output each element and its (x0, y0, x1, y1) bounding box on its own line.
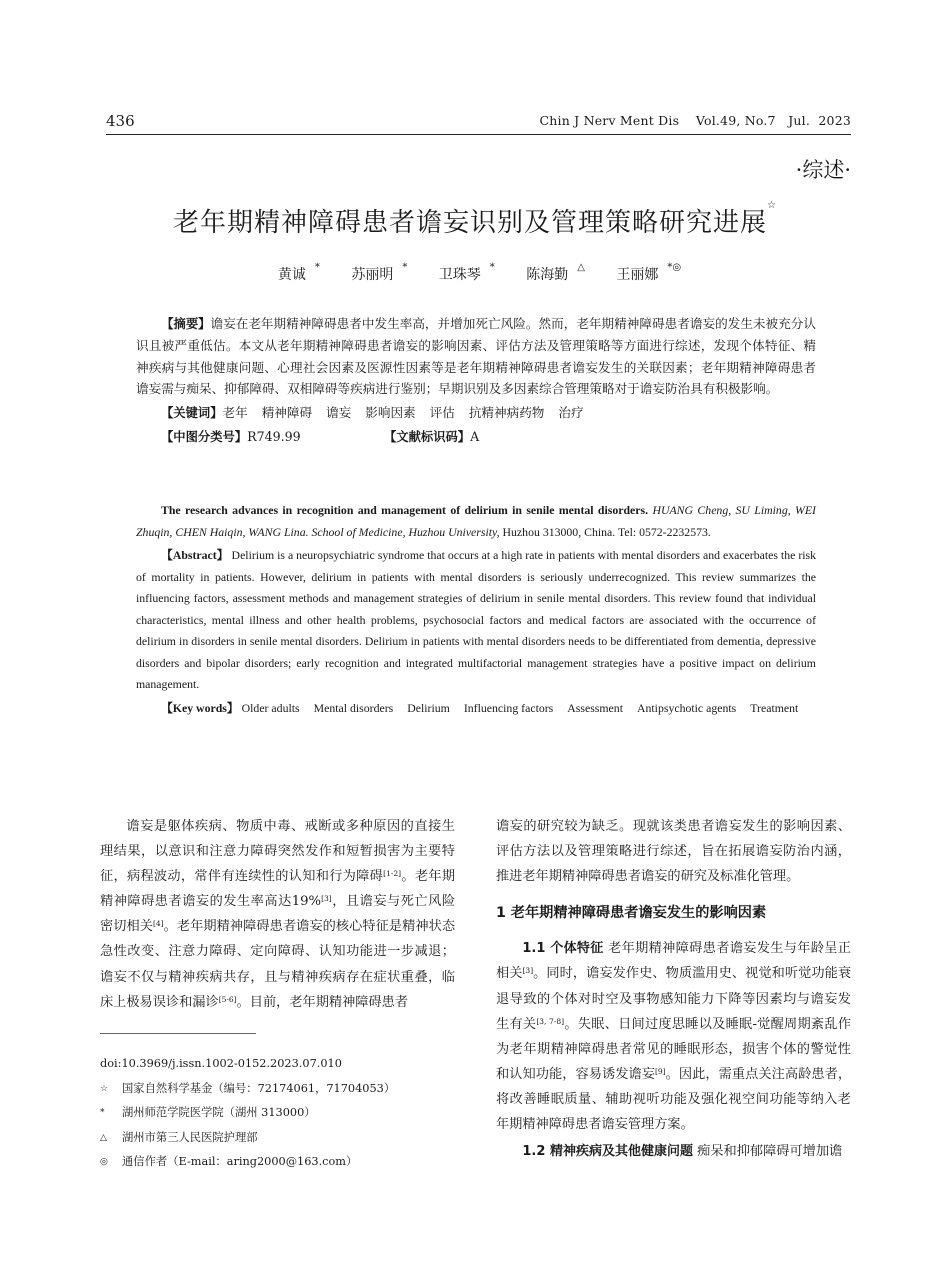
keyword: Delirium (407, 700, 450, 715)
keyword: 评估 (429, 404, 455, 420)
subsection-heading: 1.1 个体特征 (522, 941, 604, 957)
footnotes (100, 1052, 460, 1175)
english-abstract-label: 【Abstract】 (161, 548, 229, 562)
keyword: Assessment (567, 700, 623, 715)
keyword: 治疗 (558, 404, 584, 420)
keyword: Mental disorders (313, 700, 394, 715)
keyword: Older adults (241, 700, 300, 715)
article-title (0, 202, 950, 239)
keyword: 抗精神病药物 (468, 404, 545, 420)
english-affiliation: School of Medicine, Huzhou University, (311, 524, 500, 539)
keyword: 精神障碍 (261, 404, 313, 420)
chinese-abstract (136, 313, 816, 448)
intro-paragraph: 谵妄是躯体疾病、物质中毒、戒断或多种原因的直接生理结果，以意识和注意力障碍突然发作和短暂损害为主要特征，病程波动，常伴有连续性的认知和行为障碍[1-2]。老年期精神障碍患者谵妄的发生率高达19%[3]，且谵妄与死亡风险密切相关[4]。老年期精神障碍患者谵妄的核心特征是精神状态急性改变、注意力障碍、定向障碍、认知功能进一步减退；谵妄不仅与精神疾病共存，且与精神疾病存在症状重叠，临床上极易误诊和漏诊[5-6]。目前，老年期精神障碍患者 (100, 819, 456, 1010)
english-authors: HUANG Cheng, SU Liming, WEI Zhuqin, CHEN Haiqin, WANG Lina. (136, 503, 816, 539)
body-left-column (100, 814, 455, 1015)
english-title-line (136, 500, 816, 543)
affiliation-footnote: * 湖州师范学院医学院（湖州 313000） (100, 1106, 316, 1120)
citation[interactable]: [5-6] (218, 994, 237, 1004)
author: 卫珠琴 * (438, 262, 495, 283)
keyword: Influencing factors (463, 700, 554, 715)
doi-footnote: doi:10.3969/j.issn.1002-0152.2023.07.010 (100, 1057, 342, 1070)
citation[interactable]: [3] (522, 966, 534, 976)
footnote-rule (100, 1033, 256, 1034)
keywords-label: 【关键词】 (161, 405, 223, 420)
title-fund-mark: ☆ (767, 200, 777, 211)
subsection-heading: 1.2 精神疾病及其他健康问题 (522, 1144, 693, 1160)
english-keywords-label: 【Key words】 (161, 700, 239, 715)
english-abstract-paragraph (136, 545, 816, 696)
english-title: The research advances in recognition and management of delirium in senile mental disorders. (161, 503, 649, 517)
author-list (0, 264, 950, 284)
author: 黄诚 * (277, 262, 320, 283)
affiliation-footnote: △ 湖州市第三人民医院护理部 (100, 1130, 258, 1144)
citation[interactable]: [3] (321, 894, 332, 904)
author: 苏丽明 * (351, 262, 408, 283)
corresponding-author-footnote: ◎ 通信作者（E-mail：aring2000@163.com） (100, 1155, 358, 1169)
keyword: Antipsychotic agents (636, 700, 737, 715)
clc-value: R749.99 (247, 429, 301, 445)
english-abstract-text: Delirium is a neuropsychiatric syndrome that occurs at a high rate in patients with mental disorders and exacerbates the risk of mortality in patients. However, delirium in patients with mental disorders is seriously underrecognized. This review summarizes the influencing factors, assessment methods and management strategies of delirium in senile mental disorders. This review found that individual characteristics, mental illness and other health problems, psychosocial factors and medical factors are associated with the occurrence of delirium in disorders in senile mental disorders. Delirium in patients with mental disorders needs to be differentiated from dementia, depressive disorders and bipolar disorders; early recognition and integrated multifactorial management strategies have a positive impact on delirium management. (136, 548, 817, 691)
citation[interactable]: [4] (152, 919, 164, 929)
intro-continuation: 谵妄的研究较为缺乏。现就该类患者谵妄发生的影响因素、评估方法以及管理策略进行综述，旨在拓展谵妄防治内涵，推进老年期精神障碍患者谵妄的研究及标准化管理。 (496, 819, 851, 885)
subsection-1-2: 1.2 精神疾病及其他健康问题 痴呆和抑郁障碍可增加谵 (522, 1144, 843, 1160)
abstract-label: 【摘要】 (161, 317, 211, 331)
keyword: 老年 (222, 404, 248, 420)
fund-footnote: ☆ 国家自然科学基金（编号：72174061，71704053） (100, 1081, 396, 1095)
author: 王丽娜 *◎ (616, 262, 682, 283)
english-abstract (136, 500, 816, 719)
section-tag: ·综述· (795, 158, 851, 182)
body-right-column (496, 814, 851, 1164)
abstract-text: 谵妄在老年期精神障碍患者中发生率高，并增加死亡风险。然而，老年期精神障碍患者谵妄的发生未被充分认识且被严重低估。本文从老年期精神障碍患者谵妄的影响因素、评估方法及管理策略等方面进行综述，发现个体特征、精神疾病与其他健康问题、心理社会因素及医源性因素等是老年期精神障碍患者谵妄发生的关联因素；老年期精神障碍患者谵妄需与痴呆、抑郁障碍、双相障碍等疾病进行鉴别；早期识别及多因素综合管理策略对于谵妄防治具有积极影响。 (136, 316, 816, 397)
journal-citation: Chin J Nerv Ment Dis Vol.49, No.7 Jul. 2023 (539, 113, 851, 128)
doc-code-value: A (470, 429, 480, 445)
doc-code-label: 【文献标识码】 (384, 430, 471, 445)
citation[interactable]: [9] (654, 1066, 666, 1076)
citation[interactable]: [1-2] (383, 869, 402, 879)
keyword: 影响因素 (365, 404, 416, 420)
subsection-1-1: 1.1 个体特征 老年期精神障碍患者谵妄发生与年龄呈正相关[3]。同时，谵妄发作史、物质滥用史、视觉和听觉功能衰退导致的个体对时空及事物感知能力下降等因素均与谵妄发生有关[3, 7-8]。失眠、日间过度思睡以及睡眠-觉醒周期紊乱作为老年期精神障碍患者常见的睡眠形态，损害个体的警觉性和认知功能，容易诱发谵妄[9]。因此，需重点关注高龄患者，将改善睡眠质量、辅助视听功能及强化视空间功能等纳入老年期精神障碍患者谵妄管理方案。 (496, 941, 852, 1133)
citation[interactable]: [3, 7-8] (536, 1016, 565, 1026)
keyword: 谵妄 (326, 404, 352, 420)
clc-label: 【中图分类号】 (161, 430, 248, 445)
title-text: 老年期精神障碍患者谵妄识别及管理策略研究进展 (173, 208, 768, 238)
keyword: Treatment (750, 700, 799, 715)
english-keywords (136, 698, 816, 720)
author: 陈海勤 △ (526, 262, 585, 283)
classification-row (136, 426, 816, 448)
header-rule (106, 134, 851, 135)
english-address: Huzhou 313000, China. Tel: 0572-2232573. (502, 524, 711, 539)
section-heading: 1 老年期精神障碍患者谵妄发生的影响因素 (496, 905, 767, 922)
keywords-row (136, 402, 816, 424)
page-number: 436 (106, 112, 135, 130)
